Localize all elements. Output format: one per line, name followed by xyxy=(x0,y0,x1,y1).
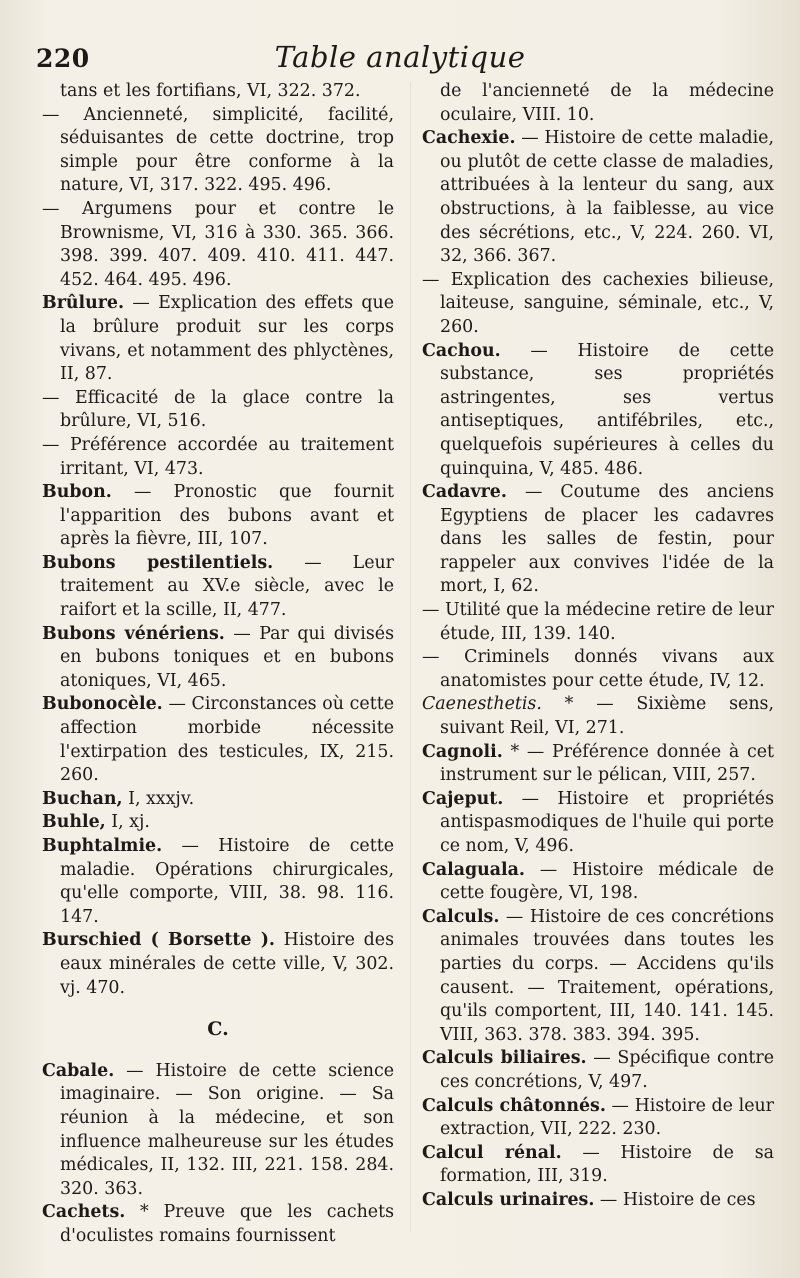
index-entry xyxy=(422,788,774,859)
entry-headword: Cabale. xyxy=(42,1060,115,1081)
index-entry xyxy=(42,104,394,198)
page-header xyxy=(30,34,770,74)
index-entry xyxy=(42,481,394,552)
running-title: Table analytique xyxy=(274,40,526,74)
entry-headword: Caenesthetis. xyxy=(422,694,542,715)
entry-text: — Criminels donnés vivans aux anatomistes pour cette étude, IV, 12. xyxy=(422,647,774,691)
entry-headword: Cagnoli. xyxy=(422,741,503,762)
entry-text: de l'ancienneté de la médecine oculaire, VIII. 10. xyxy=(440,81,774,125)
entry-text: Histoire des eaux minérales de cette ville, V, 302. vj. 470. xyxy=(60,930,394,998)
index-entry xyxy=(42,929,394,1000)
entry-text: — Argumens pour et contre le Brownisme, VI, 316 à 330. 365. 366. 398. 399. 407. 409. 410. 411. 447. 452. 464. 495. 496. xyxy=(42,198,394,290)
index-entry xyxy=(42,80,394,104)
index-entry xyxy=(42,434,394,481)
index-entry xyxy=(42,292,394,386)
page-number: 220 xyxy=(36,44,90,73)
entry-text: * — Préférence donnée à cet instrument sur le pélican, VIII, 257. xyxy=(440,741,774,786)
entry-text: — Histoire de cette substance, ses propriétés astringentes, ses vertus antiseptiques, antifébriles, etc., quelquefois supérieures à celles du quinquina, V, 485. 486. xyxy=(440,340,774,479)
index-entry xyxy=(422,599,774,646)
entry-headword: Buhle, xyxy=(42,812,106,833)
entry-text: — Spécifique contre ces concrétions, V, 497. xyxy=(440,1048,775,1092)
entry-text: — Histoire de leur extraction, VII, 222. 230. xyxy=(440,1095,774,1140)
entry-text: * Preuve que les cachets d'oculistes romains fournissent xyxy=(60,1202,394,1246)
entry-headword: Cachexie. xyxy=(422,128,516,149)
index-entry xyxy=(42,835,394,929)
index-entry xyxy=(422,906,774,1048)
index-entry xyxy=(422,741,774,788)
entry-text: — Histoire de cette science imaginaire. — Son origine. — Sa réunion à la médecine, et son influence malheureuse sur les études médicales, II, 132. III, 221. 158. 284. 320. 363. xyxy=(60,1060,394,1199)
entry-text: — Explication des effets que la brûlure produit sur les corps vivans, et notamment des phlyctènes, II, 87. xyxy=(60,293,394,385)
index-entry xyxy=(422,340,774,482)
entry-headword: Bubons vénériens. xyxy=(42,623,225,644)
entry-headword: Calaguala. xyxy=(422,859,525,880)
entry-text: — Préférence accordée au traitement irritant, VI, 473. xyxy=(42,434,394,479)
entry-text: — Circonstances où cette affection morbide nécessite l'extirpation des testicules, IX, 215. 260. xyxy=(60,694,394,786)
entry-text: — Histoire de ces concrétions animales trouvées dans toutes les parties du corps. — Accidens qu'ils causent. — Traitement, opérations, qu'ils comportent, III, 140. 141. 145. VIII, 363. 378. 383. 394. 395. xyxy=(440,906,774,1045)
entry-headword: Cachou. xyxy=(422,340,501,361)
index-entry xyxy=(42,788,394,812)
entry-headword: Buchan, xyxy=(42,788,123,809)
index-entry xyxy=(422,1189,774,1213)
entry-text: — Histoire de cette maladie. Opérations chirurgicales, qu'elle comporte, VIII, 38. 98. 116. 147. xyxy=(60,836,394,927)
entry-headword: Bubonocèle. xyxy=(42,694,163,715)
entry-headword: Bubon. xyxy=(42,482,112,503)
entry-headword: Burschied ( Borsette ). xyxy=(42,930,275,951)
index-entry xyxy=(42,1201,394,1248)
entry-text: — Leur traitement au XV.e siècle, avec le raifort et la scille, II, 477. xyxy=(60,552,394,621)
index-entry xyxy=(42,1060,394,1202)
entry-headword: Calculs urinaires. xyxy=(422,1189,595,1210)
entry-text: I, xxxjv. xyxy=(122,788,195,809)
index-entry xyxy=(42,552,394,623)
index-entry xyxy=(422,269,774,340)
index-entry xyxy=(422,1142,774,1189)
entry-headword: Cachets. xyxy=(42,1202,126,1223)
index-entry xyxy=(42,198,394,292)
index-entry xyxy=(422,481,774,599)
index-entry xyxy=(422,127,774,269)
entry-text: — Ancienneté, simplicité, facilité, séduisantes de cette doctrine, trop simple pour être conforme à la nature, VI, 317. 322. 495. 496. xyxy=(42,104,394,196)
entry-headword: Brûlure. xyxy=(42,293,125,314)
column-gutter xyxy=(410,82,411,1232)
entry-text: — Pronostic que fournit l'apparition des bubons avant et après la fièvre, III, 107. xyxy=(60,482,394,550)
entry-text: tans et les fortifians, VI, 322. 372. xyxy=(60,81,361,101)
index-entry xyxy=(42,811,394,835)
entry-headword: Calcul rénal. xyxy=(422,1142,562,1163)
entry-text: — Histoire et propriétés antispasmodiques de l'huile qui porte ce nom, V, 496. xyxy=(440,788,774,856)
entry-headword: Cadavre. xyxy=(422,482,507,503)
entry-headword: Calculs. xyxy=(422,906,500,927)
entry-headword: Calculs biliaires. xyxy=(422,1048,587,1069)
index-entry xyxy=(42,623,394,694)
index-column-left xyxy=(42,80,394,1249)
entry-text: — Histoire de cette maladie, ou plutôt de cette classe de maladies, attribuées à la lenteur du sang, aux obstructions, à la faiblesse, au vice des sécrétions, etc., V, 224. 260. VI, 32, 366. 367. xyxy=(440,128,774,267)
entry-text: * — Sixième sens, suivant Reil, VI, 271. xyxy=(440,694,774,739)
entry-headword: Cajeput. xyxy=(422,788,504,809)
index-entry xyxy=(42,387,394,434)
entry-text: I, xj. xyxy=(105,812,150,833)
entry-text: — Explication des cachexies bilieuse, laiteuse, sanguine, séminale, etc., V, 260. xyxy=(422,269,774,337)
entry-text: — Histoire de sa formation, III, 319. xyxy=(440,1142,774,1187)
index-entry xyxy=(422,646,774,693)
entry-headword: Buphtalmie. xyxy=(42,836,163,856)
index-entry xyxy=(422,1047,774,1094)
entry-text: — Coutume des anciens Egyptiens de placer les cadavres dans les salles de festin, pour rappeler aux convives l'idée de la mort, I, 62. xyxy=(440,482,774,597)
index-entry xyxy=(422,693,774,740)
entry-text: — Histoire médicale de cette fougère, VI, 198. xyxy=(440,859,774,904)
entry-text: — Utilité que la médecine retire de leur étude, III, 139. 140. xyxy=(422,600,774,644)
index-entry xyxy=(422,1095,774,1142)
section-letter: C. xyxy=(207,1018,229,1041)
entry-text: — Par qui divisés en bubons toniques et en bubons atoniques, VI, 465. xyxy=(60,623,394,691)
entry-text: — Efficacité de la glace contre la brûlure, VI, 516. xyxy=(42,387,394,432)
entry-headword: Calculs châtonnés. xyxy=(422,1095,606,1116)
index-entry xyxy=(42,693,394,787)
index-entry xyxy=(422,80,774,127)
index-column-right xyxy=(422,80,774,1213)
entry-text: — Histoire de ces xyxy=(594,1189,756,1210)
index-entry xyxy=(422,859,774,906)
entry-headword: Bubons pestilentiels. xyxy=(42,552,274,573)
